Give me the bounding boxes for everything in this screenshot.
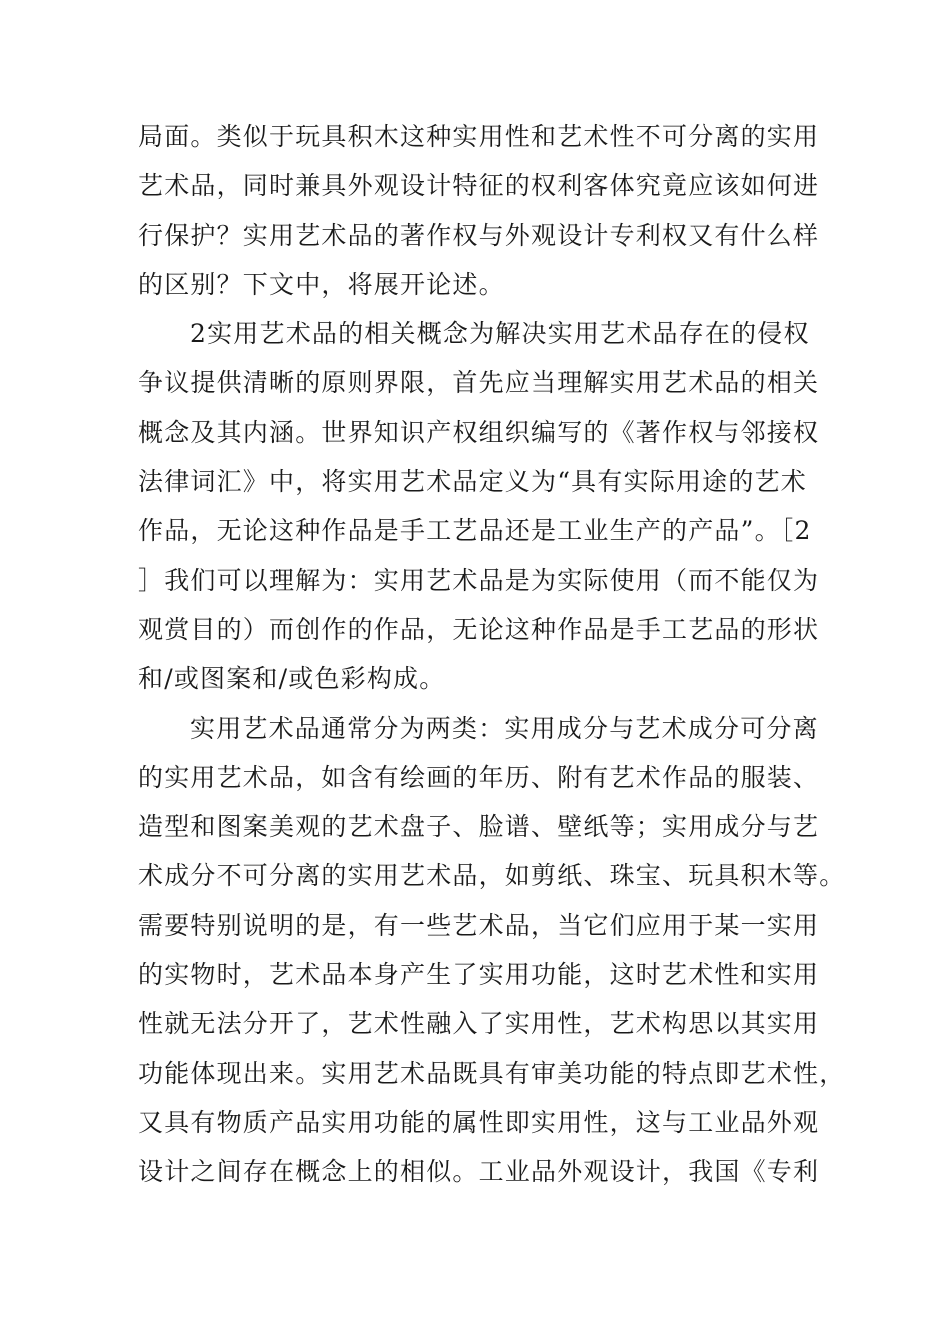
text-line: 功能体现出来。实用艺术品既具有审美功能的特点即艺术性， — [138, 1058, 846, 1088]
text-line: 概念及其内涵。世界知识产权组织编写的《著作权与邻接权 — [138, 417, 820, 447]
paragraph-2 — [138, 309, 820, 703]
text-line: 性就无法分开了，艺术性融入了实用性，艺术构思以其实用 — [138, 1009, 820, 1039]
text-line: 作品，无论这种作品是手工艺品还是工业生产的产品”。［2 — [138, 516, 812, 546]
body-text — [138, 112, 846, 1197]
text-line: 实用艺术品通常分为两类：实用成分与艺术成分可分离 — [190, 713, 819, 743]
text-line: 又具有物质产品实用功能的属性即实用性，这与工业品外观 — [138, 1107, 820, 1137]
text-line: 造型和图案美观的艺术盘子、脸谱、壁纸等；实用成分与艺 — [138, 812, 820, 842]
text-line: 的实物时，艺术品本身产生了实用功能，这时艺术性和实用 — [138, 960, 820, 990]
text-line: ］我们可以理解为：实用艺术品是为实际使用（而不能仅为 — [138, 565, 820, 595]
text-line: 需要特别说明的是，有一些艺术品，当它们应用于某一实用 — [138, 910, 820, 940]
text-line: 法律词汇》中，将实用艺术品定义为“具有实际用途的艺术 — [138, 467, 807, 497]
paragraph-3 — [138, 704, 846, 1197]
text-line: 和/或图案和/或色彩构成。 — [138, 664, 446, 694]
text-line: 艺术品，同时兼具外观设计特征的权利客体究竟应该如何进 — [138, 171, 820, 201]
text-line: 争议提供清晰的原则界限，首先应当理解实用艺术品的相关 — [138, 368, 820, 398]
text-line: 2实用艺术品的相关概念为解决实用艺术品存在的侵权 — [190, 319, 810, 349]
text-line: 的区别？下文中，将展开论述。 — [138, 269, 505, 299]
text-line: 设计之间存在概念上的相似。工业品外观设计，我国《专利 — [138, 1157, 820, 1187]
paragraph-1 — [138, 112, 820, 309]
text-line: 观赏目的）而创作的作品，无论这种作品是手工艺品的形状 — [138, 614, 820, 644]
text-line: 术成分不可分离的实用艺术品，如剪纸、珠宝、玩具积木等。 — [138, 861, 846, 891]
text-line: 行保护？实用艺术品的著作权与外观设计专利权又有什么样 — [138, 220, 820, 250]
text-line: 的实用艺术品，如含有绘画的年历、附有艺术作品的服装、 — [138, 762, 820, 792]
text-line: 局面。类似于玩具积木这种实用性和艺术性不可分离的实用 — [138, 122, 820, 151]
